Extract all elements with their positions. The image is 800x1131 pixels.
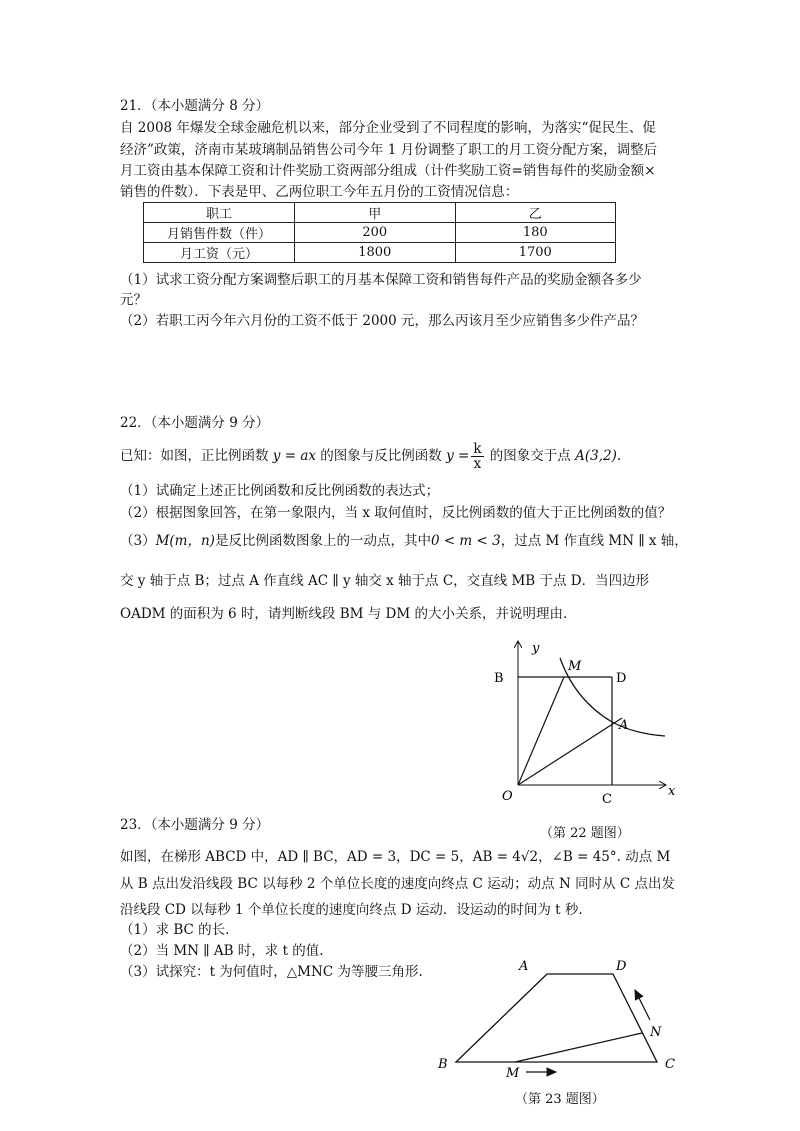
label-c: C <box>602 792 612 807</box>
segment-mn <box>515 1033 642 1062</box>
q22-eq2-lhs: y = <box>446 448 470 464</box>
q22-point: A(3,2) <box>575 448 617 464</box>
table-header-cell: 乙 <box>455 203 616 223</box>
q23-part2: （2）当 MN ∥ AB 时，求 t 的值. <box>120 943 324 959</box>
fraction-denominator: x <box>473 456 482 472</box>
q22-part3-line3: OADM 的面积为 6 时，请判断线段 BM 与 DM 的大小关系，并说明理由. <box>120 606 568 622</box>
q23-figure <box>430 960 690 1085</box>
q23-caption: （第 23 题图） <box>515 1092 605 1107</box>
salary-table <box>143 202 616 263</box>
table-row <box>144 223 616 243</box>
arrow-n-direction <box>635 990 650 1020</box>
q23-part1: （1）求 BC 的长. <box>120 922 230 938</box>
q21-intro-line4: 销售的件数）．下表是甲、乙两位职工今年五月份的工资情况信息： <box>120 184 519 200</box>
q22-given-a: 已知：如图，正比例函数 <box>120 448 269 464</box>
q21-intro-line3: 月工资由基本保障工资和计件奖励工资两部分组成（计件奖励工资=销售每件的奖励金额× <box>120 163 656 179</box>
table-cell: 1800 <box>295 243 455 263</box>
label-x: x <box>668 784 676 799</box>
q22-part3-line1 <box>120 531 688 551</box>
q21-part1-line1: （1）试求工资分配方案调整后职工的月基本保障工资和销售每件产品的奖励金额各多少 <box>120 272 642 288</box>
label-b: B <box>438 1057 448 1072</box>
q22-part3-range: 0 < m < 3 <box>430 533 501 549</box>
label-m: M <box>568 659 582 674</box>
table-cell: 1700 <box>455 243 616 263</box>
q23-part3: （3）试探究：t 为何值时，△MNC 为等腰三角形. <box>120 964 423 980</box>
fraction-numerator: k <box>473 441 482 457</box>
label-o: O <box>502 789 513 804</box>
q22-part3-line2: 交 y 轴于点 B；过点 A 作直线 AC ∥ y 轴交 x 轴于点 C，交直线 MB 于点 D．当四边形 <box>120 573 650 589</box>
q22-eq2-fraction <box>471 442 483 471</box>
q22-given-end: . <box>616 448 622 464</box>
line-oa <box>518 718 622 785</box>
table-header-cell: 职工 <box>144 203 295 223</box>
line-om <box>518 677 564 785</box>
q22-given-b: 的图象与反比例函数 <box>320 448 442 464</box>
q23-given-line3: 沿线段 CD 以每秒 1 个单位长度的速度向终点 D 运动．设运动的时间为 t 秒. <box>120 902 583 918</box>
q22-part3-c: ，过点 M 作直线 MN ∥ x 轴， <box>500 533 688 549</box>
q21-part2: （2）若职工丙今年六月份的工资不低于 2000 元，那么丙该月至少应销售多少件产品？ <box>120 313 645 329</box>
q21-heading: 21．（本小题满分 8 分） <box>120 98 270 114</box>
q21-part1-line2: 元？ <box>120 292 147 308</box>
q22-heading: 22．（本小题满分 9 分） <box>120 415 270 431</box>
q22-given <box>120 440 680 472</box>
table-row <box>144 243 616 263</box>
q22-given-c: 的图象交于点 <box>489 448 571 464</box>
q23-given-line2: 从 B 点出发沿线段 BC 以每秒 2 个单位长度的速度向终点 C 运动；动点 N 同时从 C 点出发 <box>120 876 675 892</box>
q22-figure <box>480 630 680 830</box>
label-d: D <box>616 960 627 974</box>
q22-part3-b: 是反比例函数图象上的一动点，其中 <box>214 533 431 549</box>
q21-intro-line2: 经济”政策，济南市某玻璃制品销售公司今年 1 月份调整了职工的月工资分配方案，调整后 <box>120 142 658 158</box>
table-header-cell: 甲 <box>295 203 455 223</box>
q22-part2: （2）根据图象回答，在第一象限内，当 x 取何值时，反比例函数的值大于正比例函数的值？ <box>120 505 672 521</box>
q21-intro-line1: 自 2008 年爆发全球金融危机以来，部分企业受到了不同程度的影响，为落实“促民生、促 <box>120 120 656 136</box>
label-y: y <box>532 641 540 656</box>
label-a: A <box>619 718 629 733</box>
label-c: C <box>665 1057 675 1072</box>
label-m: M <box>506 1066 520 1081</box>
table-cell: 月工资（元） <box>144 243 295 263</box>
q22-eq1: y = ax <box>272 448 316 464</box>
table-cell: 200 <box>295 223 455 243</box>
q22-caption: （第 22 题图） <box>540 826 630 841</box>
label-d: D <box>616 671 627 686</box>
label-n: N <box>650 1025 662 1040</box>
q23-heading: 23．（本小题满分 9 分） <box>120 817 270 833</box>
table-cell: 180 <box>455 223 616 243</box>
q23-given-line1: 如图，在梯形 ABCD 中，AD ∥ BC，AD = 3，DC = 5，AB = 4√2，∠B = 45°. 动点 M <box>120 849 671 865</box>
table-header-row <box>144 203 616 223</box>
q22-part3-mn: M(m，n) <box>155 533 215 549</box>
label-a: A <box>519 960 529 974</box>
q22-part3-a: （3） <box>120 533 156 549</box>
label-b: B <box>494 671 504 686</box>
q22-part1: （1）试确定上述正比例函数和反比例函数的表达式； <box>120 483 440 499</box>
table-cell: 月销售件数（件） <box>144 223 295 243</box>
trapezoid-abcd <box>456 974 657 1062</box>
